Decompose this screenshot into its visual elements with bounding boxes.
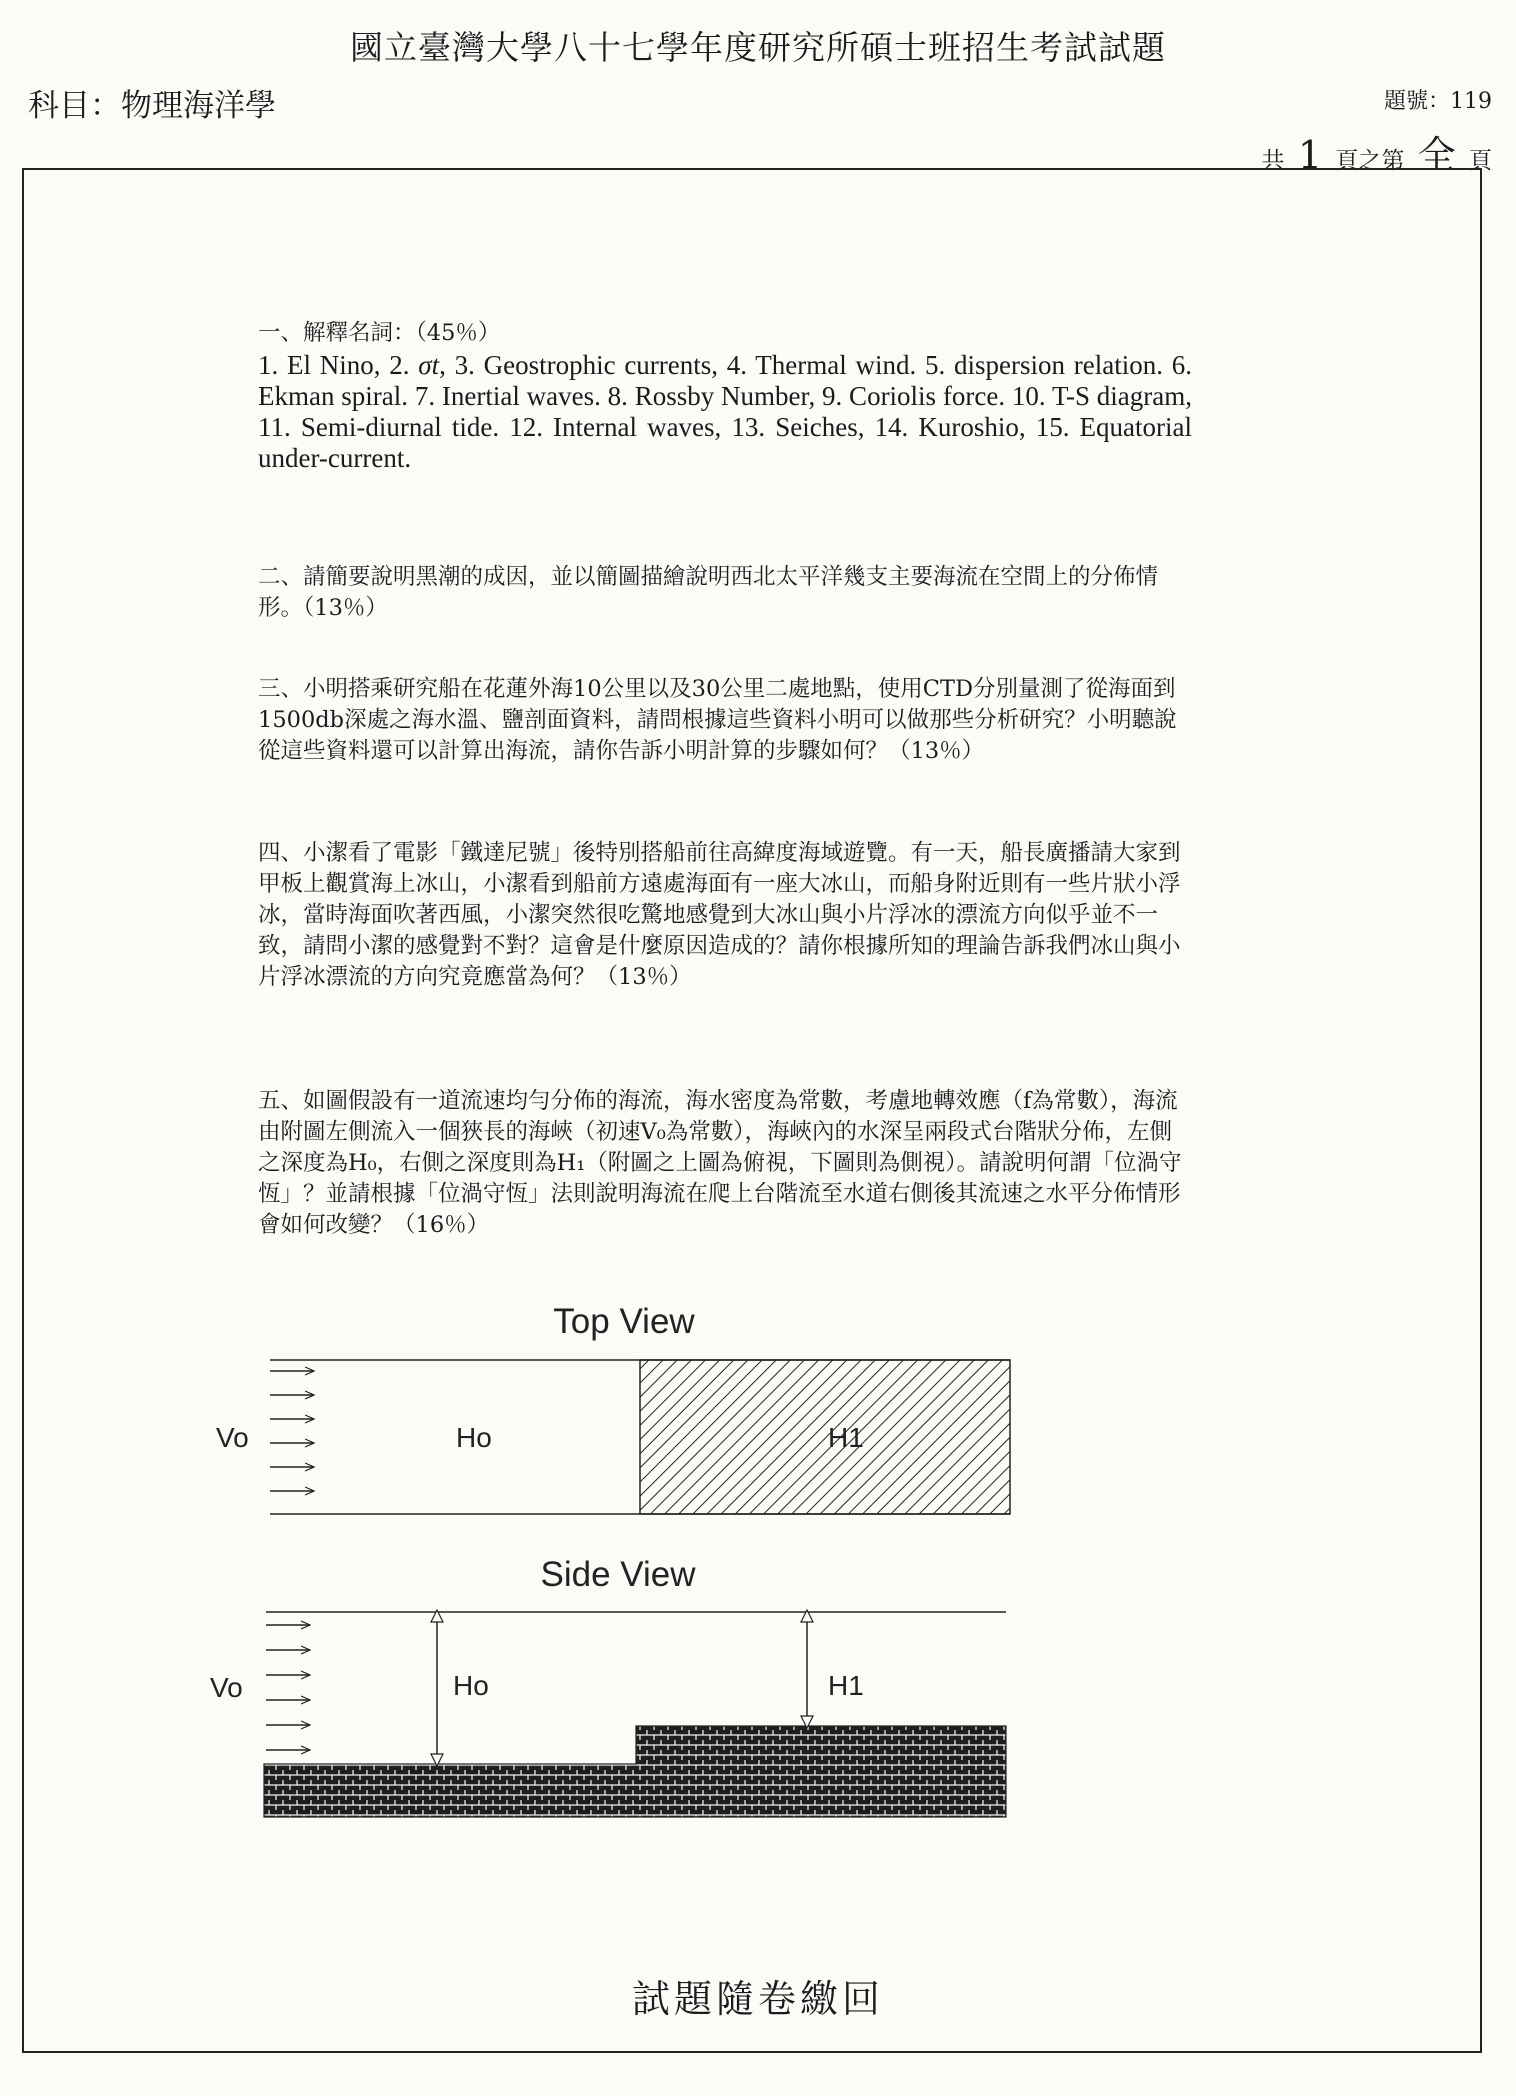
sigma-t-symbol: σt: [418, 350, 440, 380]
top-view-inflow-arrows: [270, 1371, 314, 1491]
side-view-inflow-arrows: [266, 1625, 310, 1750]
pages-prefix: 共: [1261, 148, 1285, 174]
q1-items-a: 1. El Nino, 2.: [258, 350, 419, 380]
q5-text: 五、如圖假設有一道流速均勻分佈的海流，海水密度為常數，考慮地轉效應（f為常數），海流由附圖左側流入一個狹長的海峽（初速V₀為常數），海峽內的水深呈兩段式台階狀分佈，左側之深度為H₀，右側之深度則為H₁（附圖之上圖為俯視，下圖則為側視）。請說明何謂「位渦守恆」？並請根據「位渦守恆」法則說明海流在爬上台階流至水道右側後其流速之水平分佈情形會如何改變？（16％）: [258, 1088, 1182, 1238]
q2-text: 二、請簡要說明黑潮的成因，並以簡圖描繪說明西北太平洋幾支主要海流在空間上的分佈情形。（13％）: [258, 564, 1159, 621]
pages-current: 全: [1417, 133, 1456, 177]
pages-suffix: 頁: [1469, 148, 1492, 174]
subject-label: 科目：物理海洋學: [28, 88, 276, 124]
side-ho-label: Ho: [453, 1670, 489, 1701]
side-vo-label: Vo: [210, 1672, 243, 1703]
top-h1-label: H1: [828, 1422, 864, 1453]
q1-heading: 一、解釋名詞：（45％）: [258, 320, 501, 346]
return-notice: 試題隨卷繳回: [631, 1977, 884, 2021]
pages-total: 1: [1297, 133, 1323, 177]
q3-text: 三、小明搭乘研究船在花蓮外海10公里以及30公里二處地點，使用CTD分別量測了從海面到1500db深處之海水溫、鹽剖面資料，請問根據這些資料小明可以做那些分析研究？小明聽說從這些資料還可以計算出海流，請你告訴小明計算的步驟如何？（13％）: [258, 676, 1177, 764]
question-code: 題號：119: [1384, 89, 1492, 114]
top-ho-label: Ho: [456, 1422, 492, 1453]
side-view-title: Side View: [540, 1555, 696, 1594]
side-h1-label: H1: [828, 1670, 864, 1701]
top-view-title: Top View: [553, 1302, 695, 1341]
side-view-step-bottom: [264, 1726, 1006, 1817]
exam-title: 國立臺灣大學八十七學年度研究所碩士班招生考試試題: [350, 28, 1166, 67]
top-view-shallow-region: [640, 1360, 1010, 1514]
pages-mid: 頁之第: [1335, 148, 1405, 174]
q4-text: 四、小潔看了電影「鐵達尼號」後特別搭船前往高緯度海域遊覽。有一天，船長廣播請大家到甲板上觀賞海上冰山，小潔看到船前方遠處海面有一座大冰山，而船身附近則有一些片狀小浮冰，當時海面吹著西風，小潔突然很吃驚地感覺到大冰山與小片浮冰的漂流方向似乎並不一致，請問小潔的感覺對不對？這會是什麼原因造成的？請你根據所知的理論告訴我們冰山與小片浮冰漂流的方向究竟應當為何？（13％）: [258, 840, 1181, 990]
q1-items-b: , 3. Geostrophic currents, 4. Thermal wind. 5. dispersion relation. 6. Ekman spiral. 7. Inertial waves. 8. Rossby Number, 9. Coriolis force. 10. T-S diagram, 11. Semi-diurnal tide. 12. Internal waves, 13. Seiches, 14. Kuroshio, 15. Equatorial under-current.: [258, 350, 1192, 473]
top-vo-label: Vo: [216, 1422, 249, 1453]
